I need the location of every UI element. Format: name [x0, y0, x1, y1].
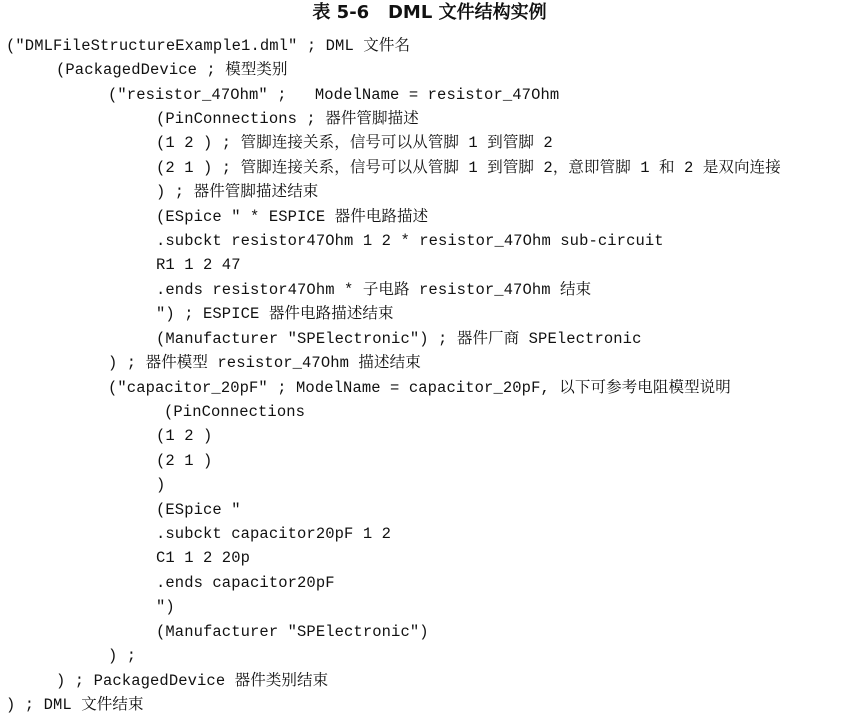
code-line: (2 1 ) ; 管脚连接关系，信号可以从管脚 1 到管脚 2，意即管脚 1 和 2 是双向连接 [156, 159, 781, 177]
code-line: (PinConnections ; 器件管脚描述 [156, 110, 419, 128]
code-line: ) ; 器件管脚描述结束 [156, 183, 319, 201]
code-line: ) ; [108, 647, 137, 665]
code-line: ) [156, 476, 166, 494]
code-line: ("capacitor_20pF" ; ModelName = capacitor_20pF, 以下可参考电阻模型说明 [108, 379, 731, 397]
code-line: (Manufacturer "SPElectronic") ; 器件厂商 SPElectronic [156, 330, 642, 348]
code-line: (Manufacturer "SPElectronic") [156, 623, 429, 641]
code-line: R1 1 2 47 [156, 256, 241, 274]
code-line: (1 2 ) ; 管脚连接关系，信号可以从管脚 1 到管脚 2 [156, 134, 553, 152]
code-line: (ESpice " * ESPICE 器件电路描述 [156, 208, 429, 226]
code-line: (PackagedDevice ; 模型类别 [56, 61, 288, 79]
code-line: (1 2 ) [156, 427, 213, 445]
code-line: ) ; DML 文件结束 [6, 696, 144, 714]
code-line: ) ; 器件模型 resistor_47Ohm 描述结束 [108, 354, 421, 372]
code-line: .ends resistor47Ohm * 子电路 resistor_47Ohm 结束 [156, 281, 592, 299]
code-line: .subckt capacitor20pF 1 2 [156, 525, 392, 543]
code-line: ) ; PackagedDevice 器件类别结束 [56, 672, 329, 690]
code-line: .ends capacitor20pF [156, 574, 335, 592]
code-line: (ESpice " [156, 501, 241, 519]
code-line: (2 1 ) [156, 452, 213, 470]
code-line: ") [156, 598, 175, 616]
table-title: 表 5-6 DML 文件结构实例 [312, 2, 547, 23]
code-line: ") ; ESPICE 器件电路描述结束 [156, 305, 394, 323]
code-line: ("DMLFileStructureExample1.dml" ; DML 文件名 [6, 37, 411, 55]
code-line: ("resistor_47Ohm" ; ModelName = resistor_47Ohm [108, 86, 560, 104]
code-line: .subckt resistor47Ohm 1 2 * resistor_47Ohm sub-circuit [156, 232, 664, 250]
code-line: (PinConnections [164, 403, 306, 421]
code-line: C1 1 2 20p [156, 549, 251, 567]
